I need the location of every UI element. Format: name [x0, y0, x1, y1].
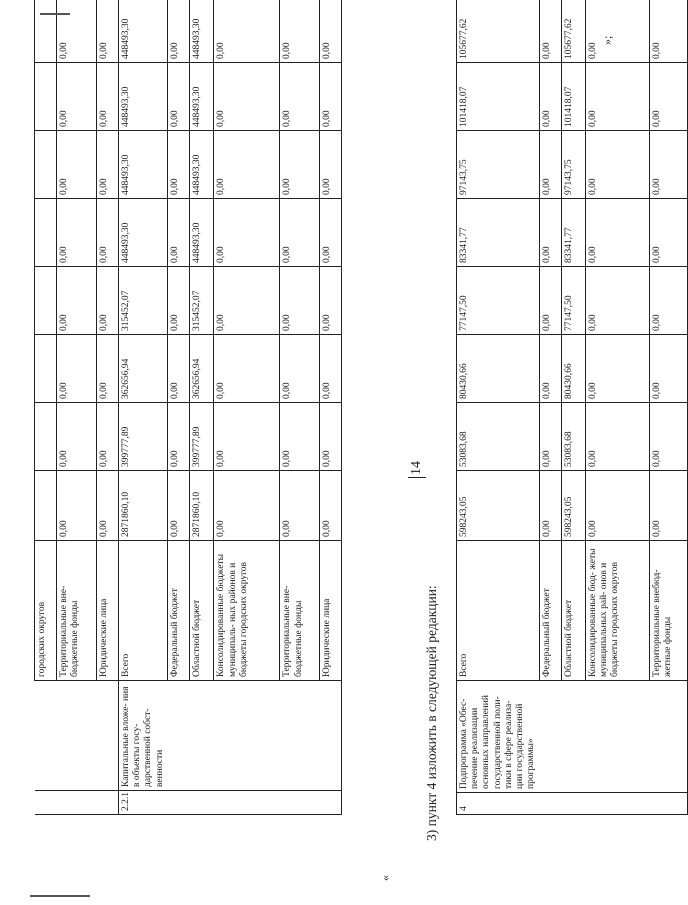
- row-number-cell: [190, 791, 214, 815]
- funding-source-cell: Территориальные вне- бюджетные фонды: [57, 541, 97, 681]
- activity-name-cell: [57, 681, 97, 791]
- row-number-cell: [97, 791, 119, 815]
- amount-cell: 448493,30: [190, 0, 214, 63]
- amount-cell: 0,00: [97, 0, 119, 63]
- amount-cell: 0,00: [649, 267, 687, 335]
- scan-artifact: [30, 895, 90, 897]
- amount-cell: 448493,30: [119, 63, 168, 131]
- table-row: [168, 0, 190, 815]
- amount-cell: 448493,30: [119, 0, 168, 63]
- row-number-cell: [57, 791, 97, 815]
- funding-table-body: [35, 0, 342, 815]
- subprogram-table: [456, 0, 688, 815]
- row-number-cell: 4: [457, 793, 540, 815]
- table-row: [457, 0, 540, 815]
- amount-cell: 0,00: [97, 335, 119, 403]
- amount-cell: 0,00: [585, 267, 649, 335]
- table-row: [119, 0, 168, 815]
- amount-cell: 0,00: [649, 471, 687, 541]
- page-number-rule: [408, 477, 426, 478]
- amount-cell: 0,00: [97, 471, 119, 541]
- table-row: [561, 0, 585, 815]
- amount-cell: 0,00: [57, 199, 97, 267]
- funding-source-cell: Территориальные внебюд- жетные фонды: [649, 541, 687, 681]
- amount-cell: 0,00: [280, 0, 320, 63]
- amount-cell: 448493,30: [119, 131, 168, 199]
- amount-cell: 0,00: [539, 63, 561, 131]
- row-number-cell: 2.2.1: [119, 791, 168, 815]
- amount-cell: 0,00: [57, 471, 97, 541]
- amount-cell: 0,00: [649, 199, 687, 267]
- amount-cell: 0,00: [649, 403, 687, 471]
- amount-cell: [35, 0, 57, 63]
- table-row: [539, 0, 561, 815]
- amount-cell: 53083,68: [561, 403, 585, 471]
- amount-cell: 0,00: [168, 403, 190, 471]
- page-number: 14: [409, 461, 425, 475]
- row-number-cell: [320, 791, 342, 815]
- amount-cell: 362656,94: [190, 335, 214, 403]
- amount-cell: 0,00: [320, 0, 342, 63]
- activity-name-cell: [190, 681, 214, 791]
- amount-cell: 101418,07: [457, 63, 540, 131]
- table-row: [649, 0, 687, 815]
- table-row: [190, 0, 214, 815]
- amount-cell: 0,00: [320, 403, 342, 471]
- amount-cell: 0,00: [539, 267, 561, 335]
- amount-cell: 101418,07: [561, 63, 585, 131]
- row-number-cell: [649, 793, 687, 815]
- amount-cell: 399777,89: [119, 403, 168, 471]
- amount-cell: 0,00: [57, 335, 97, 403]
- funding-source-cell: Областной бюджет: [561, 541, 585, 681]
- funding-source-cell: Консолидированные бюджеты муниципаль- ных районов и бюджеты городских округов: [214, 541, 280, 681]
- amount-cell: 0,00: [280, 403, 320, 471]
- amount-cell: [35, 63, 57, 131]
- amount-cell: 97143,75: [561, 131, 585, 199]
- amount-cell: [35, 403, 57, 471]
- activity-name-cell: [561, 681, 585, 793]
- amount-cell: 0,00: [585, 131, 649, 199]
- scan-artifact: [40, 13, 70, 15]
- amount-cell: 399777,89: [190, 403, 214, 471]
- amount-cell: 0,00: [649, 0, 687, 63]
- funding-source-cell: Всего: [457, 541, 540, 681]
- amount-cell: 0,00: [168, 199, 190, 267]
- amount-cell: 448493,30: [119, 199, 168, 267]
- subprogram-table-body: [457, 0, 688, 815]
- amount-cell: 0,00: [280, 199, 320, 267]
- amount-cell: 0,00: [320, 131, 342, 199]
- row-number-cell: [35, 791, 57, 815]
- funding-source-cell: Областной бюджет: [190, 541, 214, 681]
- activity-name-cell: [97, 681, 119, 791]
- amount-cell: 598243,05: [561, 471, 585, 541]
- amount-cell: 0,00: [214, 199, 280, 267]
- funding-source-cell: Территориальные вне- бюджетные фонды: [280, 541, 320, 681]
- amount-cell: 105677,62: [561, 0, 585, 63]
- activity-name-cell: Подпрограмма «Обес- печение реализации основных направлений государственной поли- тики в сфере реализа- ции государственной программы»: [457, 681, 540, 793]
- amount-cell: 598243,05: [457, 471, 540, 541]
- amount-cell: 0,00: [649, 335, 687, 403]
- amount-cell: 80430,66: [457, 335, 540, 403]
- funding-source-cell: Всего: [119, 541, 168, 681]
- amount-cell: 0,00: [539, 199, 561, 267]
- closing-quote: »;: [600, 35, 614, 45]
- amount-cell: 0,00: [649, 63, 687, 131]
- amount-cell: 97143,75: [457, 131, 540, 199]
- table-row: [320, 0, 342, 815]
- amount-cell: 0,00: [539, 131, 561, 199]
- row-number-cell: [214, 791, 280, 815]
- table-row: [97, 0, 119, 815]
- activity-name-cell: [585, 681, 649, 793]
- amount-cell: [35, 335, 57, 403]
- row-number-cell: [561, 793, 585, 815]
- amount-cell: 0,00: [585, 403, 649, 471]
- amount-cell: 0,00: [57, 403, 97, 471]
- opening-quote: «: [378, 875, 392, 881]
- activity-name-cell: [649, 681, 687, 793]
- row-number-cell: [585, 793, 649, 815]
- activity-name-cell: [320, 681, 342, 791]
- amount-cell: 448493,30: [190, 63, 214, 131]
- amount-cell: 0,00: [320, 335, 342, 403]
- funding-source-cell: Юридические лица: [97, 541, 119, 681]
- amount-cell: [35, 267, 57, 335]
- amount-cell: 83341,77: [561, 199, 585, 267]
- table-row: [35, 0, 57, 815]
- funding-source-cell: Юридические лица: [320, 541, 342, 681]
- amount-cell: 0,00: [214, 131, 280, 199]
- row-number-cell: [168, 791, 190, 815]
- amount-cell: [35, 471, 57, 541]
- amount-cell: 0,00: [214, 267, 280, 335]
- amount-cell: 0,00: [168, 63, 190, 131]
- activity-name-cell: [214, 681, 280, 791]
- amount-cell: 0,00: [585, 0, 649, 63]
- amendment-heading: 3) пункт 4 изложить в следующей редакции:: [424, 585, 439, 841]
- amount-cell: 0,00: [280, 63, 320, 131]
- amount-cell: 315452,07: [119, 267, 168, 335]
- funding-source-cell: Консолидированные бюд- жеты муниципальных рай- онов и бюджеты городских округов: [585, 541, 649, 681]
- amount-cell: 0,00: [280, 335, 320, 403]
- activity-name-cell: [168, 681, 190, 791]
- amount-cell: 0,00: [214, 335, 280, 403]
- amount-cell: 0,00: [320, 471, 342, 541]
- amount-cell: 0,00: [320, 267, 342, 335]
- amount-cell: 0,00: [57, 267, 97, 335]
- amount-cell: 0,00: [585, 335, 649, 403]
- amount-cell: 0,00: [214, 0, 280, 63]
- amount-cell: 2871860,10: [190, 471, 214, 541]
- funding-source-cell: Федеральный бюджет: [168, 541, 190, 681]
- amount-cell: 0,00: [539, 403, 561, 471]
- amount-cell: 0,00: [649, 131, 687, 199]
- amount-cell: 105677,62: [457, 0, 540, 63]
- amount-cell: 0,00: [97, 63, 119, 131]
- amount-cell: 0,00: [539, 0, 561, 63]
- row-number-cell: [539, 793, 561, 815]
- amount-cell: 0,00: [97, 267, 119, 335]
- amount-cell: 83341,77: [457, 199, 540, 267]
- amount-cell: 315452,07: [190, 267, 214, 335]
- amount-cell: 0,00: [97, 131, 119, 199]
- table-row: [280, 0, 320, 815]
- amount-cell: 0,00: [97, 403, 119, 471]
- row-number-cell: [280, 791, 320, 815]
- amount-cell: 0,00: [585, 63, 649, 131]
- amount-cell: 0,00: [168, 131, 190, 199]
- amount-cell: 0,00: [539, 471, 561, 541]
- funding-table-continued: [34, 0, 342, 815]
- amount-cell: 0,00: [280, 471, 320, 541]
- amount-cell: 0,00: [280, 267, 320, 335]
- amount-cell: 80430,66: [561, 335, 585, 403]
- table-row: [585, 0, 649, 815]
- amount-cell: 448493,30: [190, 199, 214, 267]
- amount-cell: 362656,94: [119, 335, 168, 403]
- amount-cell: 0,00: [280, 131, 320, 199]
- amount-cell: 0,00: [214, 403, 280, 471]
- amount-cell: 0,00: [585, 199, 649, 267]
- amount-cell: 0,00: [539, 335, 561, 403]
- table-row: [214, 0, 280, 815]
- amount-cell: 0,00: [168, 0, 190, 63]
- amount-cell: 2871860,10: [119, 471, 168, 541]
- amount-cell: 77147,50: [561, 267, 585, 335]
- amount-cell: 0,00: [168, 471, 190, 541]
- amount-cell: 77147,50: [457, 267, 540, 335]
- amount-cell: 0,00: [168, 267, 190, 335]
- amount-cell: 0,00: [57, 63, 97, 131]
- amount-cell: [35, 199, 57, 267]
- activity-name-cell: [280, 681, 320, 791]
- amount-cell: 0,00: [97, 199, 119, 267]
- amount-cell: 0,00: [57, 0, 97, 63]
- amount-cell: 53083,68: [457, 403, 540, 471]
- amount-cell: 0,00: [320, 199, 342, 267]
- amount-cell: 0,00: [214, 471, 280, 541]
- table-row: [57, 0, 97, 815]
- amount-cell: 0,00: [168, 335, 190, 403]
- amount-cell: 0,00: [585, 471, 649, 541]
- funding-source-cell: городских округов: [35, 541, 57, 681]
- activity-name-cell: [35, 681, 57, 791]
- activity-name-cell: Капитальные вложе- ния в объекты госу- дарственной собст- венности: [119, 681, 168, 791]
- amount-cell: 0,00: [57, 131, 97, 199]
- amount-cell: 448493,30: [190, 131, 214, 199]
- funding-source-cell: Федеральный бюджет: [539, 541, 561, 681]
- amount-cell: 0,00: [214, 63, 280, 131]
- amount-cell: [35, 131, 57, 199]
- amount-cell: 0,00: [320, 63, 342, 131]
- activity-name-cell: [539, 681, 561, 793]
